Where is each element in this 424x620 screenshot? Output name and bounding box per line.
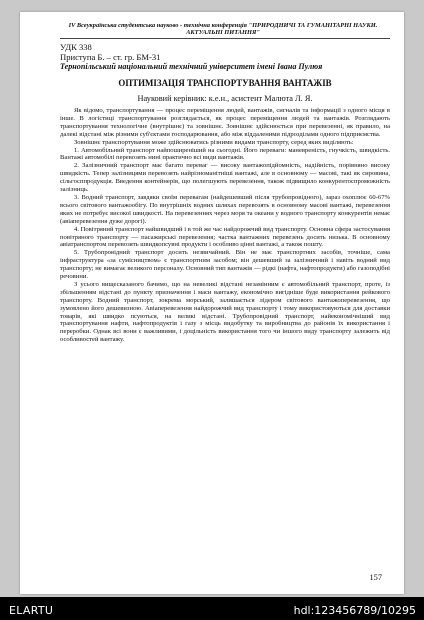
paragraph: 1. Автомобільний транспорт найпоширеніший на сьогодні. Його переваги: маневреність, гнучкість, швидкість. Вантажі автомобілі перевозять нині практично всі види вантажів.	[60, 146, 390, 162]
page-number: 157	[369, 573, 382, 582]
paragraph: Як відомо, транспортування — процес переміщення людей, вантажів, сигналів та інформації з одного місця в інше. В логістиці транспортування розглядається, як процес переміщення людей та вантажів. Розглядають транспортування технологічне (внутрішнє) та зовнішнє. Зовнішнє здійснюється при перевезенні, як правило, на далекі відстані між різними суб'єктами господарювання, або між віддаленими підрозділами одного підприємства.	[60, 107, 390, 138]
document-page	[20, 12, 404, 594]
header-divider	[60, 38, 390, 39]
paragraph: 2. Залізничний транспорт має багато переваг — високу вантажопідйомність, надійність, порівняно високу швидкість. Тепер залізницями перевозять найрізноманітніші вантажі, але в основному — масові, такі як сировина, сільгосппродукція. Введення контейнерів, що полегшують перевезення, також підвищило конкурентоспроможність залізниць.	[60, 162, 390, 194]
handle-identifier: hdl:123456789/10295	[293, 604, 416, 617]
paragraph: 5. Трубопровідний транспорт досить незвичайний. Він не має транспортних засобів, точніше, сама інфраструктура «за сумісництвом» є транспортним засобом; він дешевший за залізничний і навіть водний вид транспорту; не вимагає великого персоналу. Основний тип вантажів — рідкі (нафта, нафтопродукти) або газоподібні речовини.	[60, 249, 390, 281]
paragraph: 3. Водний транспорт, завдяки своїм перевагам (найдешевший після трубопровідного), зараз охоплює 60-67% всього світового вантажообігу. По внутрішніх водних шляхах перевозять в основному масові вантажі, перевезення яких не потребує високої швидкості. На перевезеннях через моря та океани у водного транспорту конкурентів немає (авіаперевезення дуже дорогі).	[60, 193, 390, 225]
university-line: Тернопільський національний технічний університет імені Івана Пулюя	[60, 62, 323, 71]
conference-header: IV Всеукраїнська студентська науково - технічна конференція "ПРИРОДНИЧІ ТА ГУМАНІТАРНІ НАУКИ. АКТУАЛЬНІ ПИТАННЯ"	[68, 22, 378, 37]
paragraph: Зовнішнє транспортування може здійснюватись різними видами транспорту, серед яких виділяють:	[74, 138, 354, 146]
author-line: Приступа Б. – ст. гр. БМ-31	[60, 52, 161, 62]
paragraph: 4. Повітряний транспорт найшвидший і в той же час найдорожчий вид транспорту. Основна сфера застосування повітряного транспорту — пасажирські перевезення; частка вантажних перевезень досить низька. В основному авіатранспортом перевозять швидкопсувні продукти і особливо цінні вантажі, а також пошту.	[60, 225, 390, 249]
advisor-line: Науковий керівник: к.е.н., асистент Малюта Л. Я.	[137, 94, 313, 103]
article-body	[60, 42, 390, 344]
article-title: ОПТИМІЗАЦІЯ ТРАНСПОРТУВАННЯ ВАНТАЖІВ	[118, 78, 332, 88]
udc-code: УДК 338	[60, 42, 92, 52]
repository-name: ELARTU	[9, 604, 54, 617]
paragraph: З усього вищесказаного бачимо, що на невеликі відстані незамінним є автомобільний транспорт, проте, із збільшенням відстані до пункту призначення і маси вантажу, економічно вигідніше буде використання рейкового транспорту. Водний транспорт, зокрема морський, залишається лідером світового вантажоперевезення, що зумовлено його дешевизною. Авіаперевезення найдорожчий вид транспорту і тому використовуються для доставки товарів, які швидко псуються, на великі відстані. Трубопровідний транспорт, найекономічніший вид транспортування нафти, нафтопродуктів і газу з місць видобутку та виробництва до районів їх використання і переробки. Однак всі вони є важливими, і доцільність використання того чи іншого виду транспорту залежить від особливостей вантажу.	[60, 280, 390, 344]
